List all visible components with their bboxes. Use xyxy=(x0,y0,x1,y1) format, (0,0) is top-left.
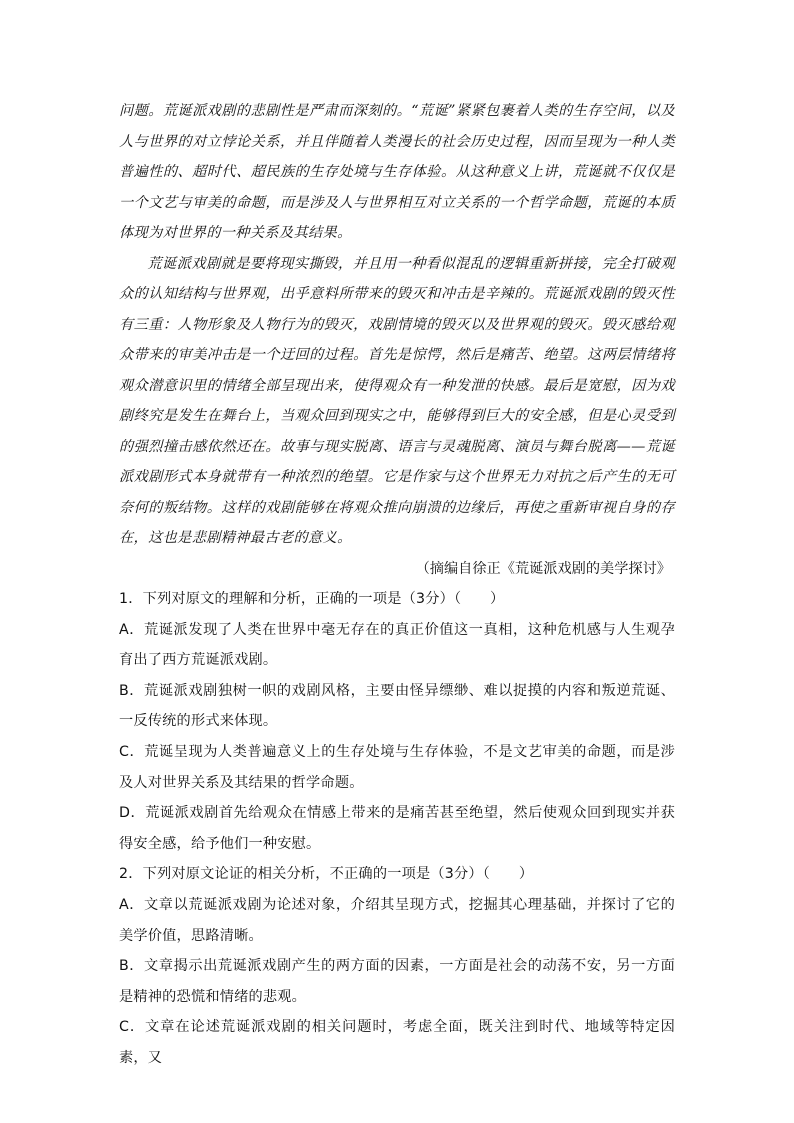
question-1-stem: 1．下列对原文的理解和分析，正确的一项是（3分）（ ） xyxy=(119,591,505,607)
passage-source: （摘编自徐正《荒诞派戏剧的美学探讨》 xyxy=(415,560,671,577)
passage-paragraph-2: 荒诞派戏剧就是要将现实撕毁，并且用一种看似混乱的逻辑重新拼接，完全打破观众的认知结构与世界观，出乎意料所带来的毁灭和冲击是辛辣的。荒诞派戏剧的毁灭性有三重：人物形象及人物行为的毁灭，戏剧情境的毁灭以及世界观的毁灭。毁灭感给观众带来的审美冲击是一个迂回的过程。首先是惊愕，然后是痛苦、绝望。这两层情绪将观众潜意识里的情绪全部呈现出来，使得观众有一种发泄的快感。最后是宽慰，因为戏剧终究是发生在舞台上，当观众回到现实之中，能够得到巨大的安全感，但是心灵受到的强烈撞击感依然还在。故事与现实脱离、语言与灵魂脱离、演员与舞台脱离——荒诞派戏剧形式本身就带有一种浓烈的绝望。它是作家与这个世界无力对抗之后产生的无可奈何的叛结物。这样的戏剧能够在将观众推向崩溃的边缘后，再使之重新审视自身的存在，这也是悲剧精神最古老的意义。 xyxy=(119,255,675,546)
passage-paragraph-1: 问题。荒诞派戏剧的悲剧性是严肃而深刻的。“荒诞”紧紧包裹着人类的生存空间，以及人与世界的对立悖论关系，并且伴随着人类漫长的社会历史过程，因而呈现为一种人类普遍性的、超时代、超民族的生存处境与生存体验。从这种意义上讲，荒诞就不仅仅是一个文艺与审美的命题，而是涉及人与世界相互对立关系的一个哲学命题，荒诞的本质体现为对世界的一种关系及其结果。 xyxy=(119,103,675,241)
question-2-option-a: A．文章以荒诞派戏剧为论述对象，介绍其呈现方式，挖掘其心理基础，并探讨了它的美学价值，思路清晰。 xyxy=(119,896,675,944)
question-1-option-b: B．荒诞派戏剧独树一帜的戏剧风格，主要由怪异缥缈、难以捉摸的内容和叛逆荒诞、一反传统的形式来体现。 xyxy=(119,682,675,730)
question-1-option-c: C．荒诞呈现为人类普遍意义上的生存处境与生存体验，不是文艺审美的命题，而是涉及人对世界关系及其结果的哲学命题。 xyxy=(119,743,675,791)
question-2-stem: 2．下列对原文论证的相关分析，不正确的一项是（3分）（ ） xyxy=(119,866,534,883)
question-2-option-b: B．文章揭示出荒诞派戏剧产生的两方面的因素，一方面是社会的动荡不安，另一方面是精神的恐慌和情绪的悲观。 xyxy=(119,958,675,1005)
question-1-option-d: D．荒诞派戏剧首先给观众在情感上带来的是痛苦甚至绝望，然后使观众回到现实并获得安全感，给予他们一种安慰。 xyxy=(119,805,675,852)
document-page xyxy=(119,96,675,1074)
question-2-option-c: C．文章在论述荒诞派戏剧的相关问题时，考虑全面，既关注到时代、地域等特定因素，又 xyxy=(119,1019,675,1066)
question-1-option-a: A．荒诞派发现了人类在世界中毫无存在的真正价值这一真相，这种危机感与人生观孕育出了西方荒诞派戏剧。 xyxy=(119,621,675,669)
